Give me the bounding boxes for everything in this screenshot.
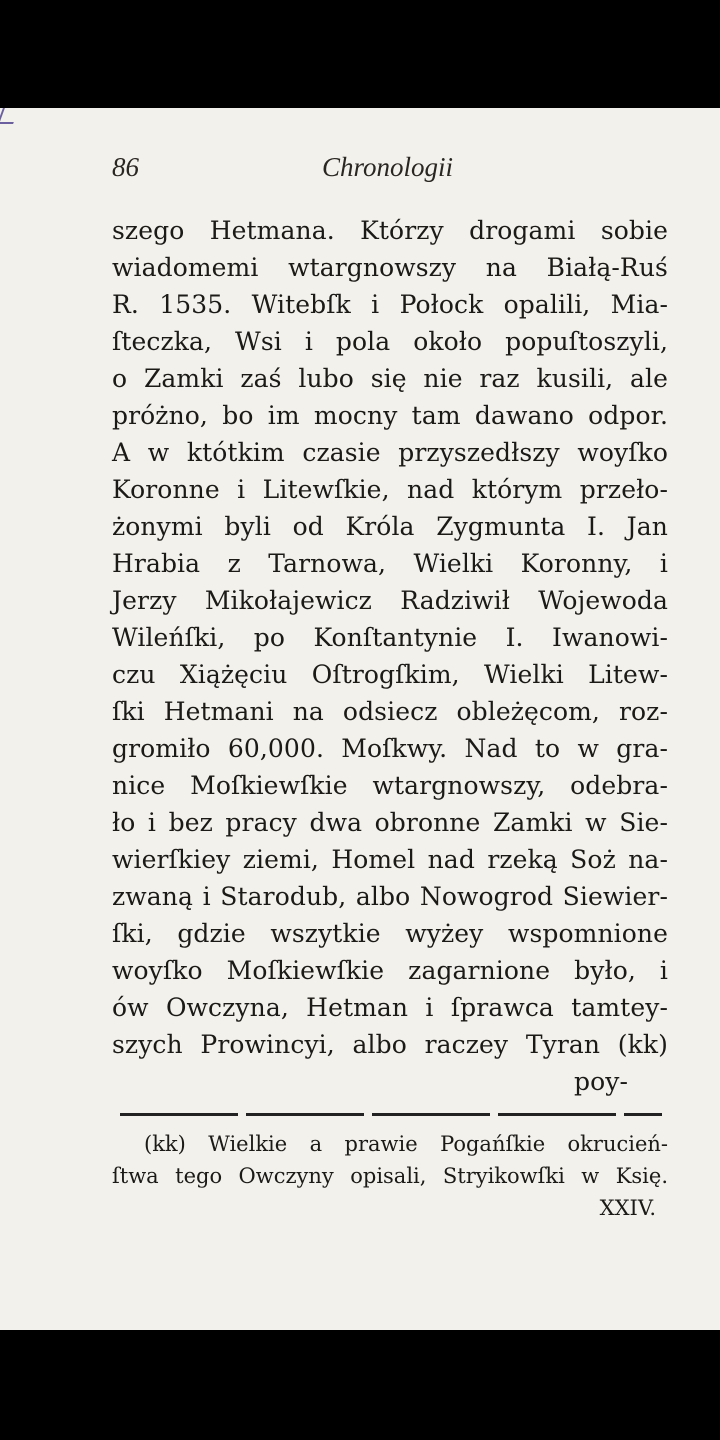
text-line: Koronne i Litewſkie, nad którym przeło- — [112, 475, 668, 504]
text-line: A w któtkim czasie przyszedłszy woyſko — [112, 438, 668, 467]
text-line: o Zamki zaś lubo się nie raz kusili, ale — [112, 364, 668, 393]
text-line: czu Xiążęciu Oſtrogſkim, Wielki Litew- — [112, 660, 668, 689]
text-line: Hrabia z Tarnowa, Wielki Koronny, i — [112, 549, 668, 578]
text-line: próżno, bo im mocny tam dawano odpor. — [112, 401, 668, 430]
text-line: szego Hetmana. Którzy drogami sobie — [112, 216, 668, 245]
footnote-rule — [120, 1113, 662, 1116]
text-line: R. 1535. Witebſk i Połock opalili, Mia- — [112, 290, 668, 319]
text-line: zwaną i Starodub, albo Nowogrod Siewier- — [112, 882, 668, 911]
body-text — [112, 212, 668, 1100]
text-line: Wileńſki, po Konſtantynie I. Iwanowi- — [112, 623, 668, 652]
text-line: Jerzy Mikołajewicz Radziwił Wojewoda — [112, 586, 668, 615]
text-line: ſteczka, Wsi i pola około popuſtoszyli, — [112, 327, 668, 356]
text-line: ſki, gdzie wszytkie wyżey wspomnione — [112, 919, 668, 948]
book-page — [0, 108, 720, 1330]
page-number: 86 — [112, 152, 139, 182]
text-line: ło i bez pracy dwa obronne Zamki w Sie- — [112, 808, 668, 837]
text-line: szych Prowincyi, albo raczey Tyran (kk) — [112, 1030, 668, 1059]
text-line: ſki Hetmani na odsiecz obleżęcom, roz- — [112, 697, 668, 726]
running-title: Chronologii — [322, 152, 454, 182]
catchword: poy- — [573, 1067, 628, 1096]
text-line: żonymi byli od Króla Zygmunta I. Jan — [112, 512, 668, 541]
corner-mark-icon — [0, 108, 19, 124]
text-line: wierſkiey ziemi, Homel nad rzeką Soż na- — [112, 845, 668, 874]
text-line: ów Owczyna, Hetman i ſprawca tamtey- — [112, 993, 668, 1022]
text-line: woyſko Moſkiewſkie zagarnione było, i — [112, 956, 668, 985]
footnote-line: ſtwa tego Owczyny opisali, Stryikowſki w Księ. — [112, 1164, 668, 1188]
page-header — [112, 152, 672, 192]
text-line: nice Moſkiewſkie wtargnowszy, odebra- — [112, 771, 668, 800]
footnote-line: XXIV. — [599, 1196, 656, 1220]
footnote — [112, 1128, 668, 1224]
footnote-line: (kk) Wielkie a prawie Pogańſkie okrucień- — [144, 1132, 668, 1156]
text-line: gromiło 60,000. Moſkwy. Nad to w gra- — [112, 734, 668, 763]
text-line: wiadomemi wtargnowszy na Białą-Ruś — [112, 253, 668, 282]
